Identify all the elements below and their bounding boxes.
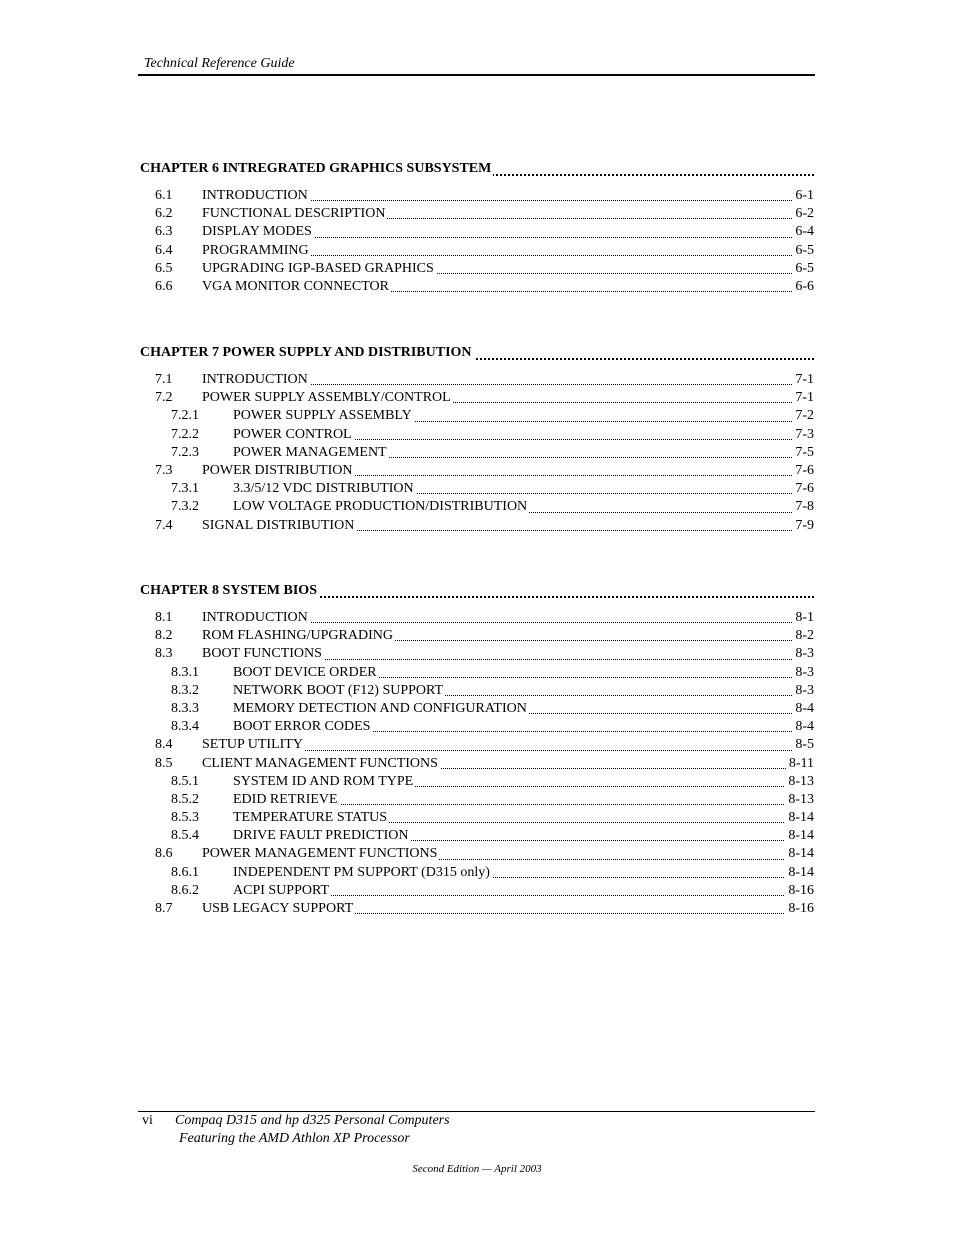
- entry-page: 7-1: [792, 371, 814, 389]
- entry-title: LOW VOLTAGE PRODUCTION/DISTRIBUTION: [233, 499, 528, 515]
- entry-title: DRIVE FAULT PREDICTION: [233, 828, 409, 844]
- toc-entry[interactable]: [140, 882, 814, 900]
- entry-title: TEMPERATURE STATUS: [233, 810, 388, 826]
- toc-entry[interactable]: [140, 187, 814, 205]
- entry-title: 3.3/5/12 VDC DISTRIBUTION: [233, 481, 414, 497]
- entry-number: 8.3: [155, 646, 173, 662]
- entry-number: 8.7: [155, 901, 173, 916]
- entry-number: 7.1: [155, 372, 173, 387]
- chapter-title: CHAPTER 8 SYSTEM BIOS: [140, 583, 317, 598]
- entry-page: 8-4: [792, 718, 814, 736]
- entry-page: 8-11: [786, 755, 814, 773]
- entry-title: EDID RETRIEVE: [233, 791, 338, 807]
- entry-title: SYSTEM ID AND ROM TYPE: [233, 773, 414, 789]
- entry-title: DISPLAY MODES: [202, 224, 312, 240]
- entry-page: 8-13: [785, 791, 814, 809]
- entry-title: INTRODUCTION: [202, 610, 308, 625]
- toc-entry[interactable]: [140, 223, 814, 241]
- chapter-heading[interactable]: [140, 344, 814, 364]
- toc-entry[interactable]: [140, 205, 814, 223]
- entry-page: 7-2: [792, 407, 814, 425]
- entry-number: 8.5.3: [171, 810, 199, 826]
- entry-page: 8-16: [785, 882, 814, 900]
- entry-title: NETWORK BOOT (F12) SUPPORT: [233, 682, 444, 698]
- entry-title: BOOT ERROR CODES: [233, 719, 371, 735]
- entry-title: UPGRADING IGP-BASED GRAPHICS: [202, 260, 434, 276]
- entry-number: 7.2.2: [171, 426, 199, 442]
- entry-number: 7.3.2: [171, 499, 199, 515]
- entry-title: CLIENT MANAGEMENT FUNCTIONS: [202, 755, 438, 771]
- entry-page: 8-1: [792, 609, 814, 627]
- toc-entry[interactable]: [140, 645, 814, 663]
- entry-number: 8.5.4: [171, 828, 199, 844]
- toc-entry[interactable]: [140, 736, 814, 754]
- entry-page: 8-14: [785, 809, 814, 827]
- entry-number: 8.3.2: [171, 682, 199, 698]
- toc-entry-list: [140, 609, 814, 918]
- entry-number: 8.3.1: [171, 664, 199, 680]
- entry-page: 8-14: [785, 827, 814, 845]
- toc-entry[interactable]: [140, 498, 814, 516]
- entry-title: SETUP UTILITY: [202, 737, 303, 753]
- entry-number: 7.2.1: [171, 408, 199, 424]
- entry-number: 8.5.1: [171, 773, 199, 789]
- entry-title: USB LEGACY SUPPORT: [202, 901, 354, 916]
- entry-title: POWER SUPPLY ASSEMBLY: [233, 408, 412, 424]
- entry-number: 8.6.1: [171, 864, 199, 880]
- entry-title: FUNCTIONAL DESCRIPTION: [202, 206, 386, 222]
- toc-entry[interactable]: [140, 718, 814, 736]
- toc-entry[interactable]: [140, 773, 814, 791]
- entry-title: BOOT DEVICE ORDER: [233, 664, 377, 680]
- toc-entry[interactable]: [140, 389, 814, 407]
- entry-page: 6-5: [792, 242, 814, 260]
- entry-title: POWER MANAGEMENT: [233, 444, 387, 460]
- entry-number: 6.2: [155, 206, 173, 222]
- entry-page: 6-1: [792, 187, 814, 205]
- toc-chapter-section: [140, 160, 814, 296]
- entry-page: 8-4: [792, 700, 814, 718]
- toc-entry-list: [140, 371, 814, 535]
- chapter-heading[interactable]: [140, 582, 814, 602]
- toc-entry[interactable]: [140, 664, 814, 682]
- entry-number: 8.2: [155, 628, 173, 644]
- entry-page: 6-2: [792, 205, 814, 223]
- entry-number: 8.5: [155, 755, 173, 771]
- toc-entry[interactable]: [140, 517, 814, 535]
- entry-title: MEMORY DETECTION AND CONFIGURATION: [233, 700, 527, 716]
- entry-number: 6.3: [155, 224, 173, 240]
- header-title: Technical Reference Guide: [144, 56, 295, 71]
- toc-entry[interactable]: [140, 426, 814, 444]
- entry-page: 8-14: [785, 845, 814, 863]
- entry-number: 6.6: [155, 278, 173, 294]
- entry-title: BOOT FUNCTIONS: [202, 646, 322, 662]
- entry-number: 6.4: [155, 242, 173, 258]
- entry-number: 8.3.4: [171, 719, 199, 735]
- entry-number: 8.4: [155, 737, 173, 753]
- toc-entry[interactable]: [140, 627, 814, 645]
- entry-page: 8-2: [792, 627, 814, 645]
- entry-page: 7-3: [792, 426, 814, 444]
- entry-number: 6.1: [155, 188, 173, 203]
- toc-entry[interactable]: [140, 845, 814, 863]
- entry-title: INDEPENDENT PM SUPPORT (D315 only): [233, 864, 490, 880]
- entry-page: 8-16: [785, 900, 814, 918]
- entry-page: 6-5: [792, 260, 814, 278]
- entry-number: 7.2: [155, 390, 173, 406]
- entry-title: POWER CONTROL: [233, 426, 352, 442]
- toc-entry[interactable]: [140, 371, 814, 389]
- entry-number: 8.6.2: [171, 882, 199, 898]
- footer-page-number: vi: [142, 1113, 153, 1128]
- entry-title: ACPI SUPPORT: [233, 882, 330, 898]
- toc-entry[interactable]: [140, 609, 814, 627]
- toc-entry[interactable]: [140, 260, 814, 278]
- entry-page: 7-6: [792, 480, 814, 498]
- header-rule: [138, 74, 815, 76]
- entry-number: 8.1: [155, 610, 173, 625]
- entry-page: 6-4: [792, 223, 814, 241]
- chapter-title: CHAPTER 6 INTREGRATED GRAPHICS SUBSYSTEM: [140, 161, 492, 176]
- toc-chapter-section: [140, 344, 814, 535]
- toc-entry[interactable]: [140, 791, 814, 809]
- entry-number: 7.4: [155, 517, 173, 533]
- entry-number: 7.3: [155, 462, 173, 478]
- entry-page: 8-3: [792, 645, 814, 663]
- entry-page: 6-6: [792, 278, 814, 296]
- toc-entry[interactable]: [140, 242, 814, 260]
- toc-entry[interactable]: [140, 480, 814, 498]
- entry-number: 8.3.3: [171, 700, 199, 716]
- toc-entry[interactable]: [140, 755, 814, 773]
- toc-entry[interactable]: [140, 682, 814, 700]
- toc-entry[interactable]: [140, 462, 814, 480]
- entry-title: POWER SUPPLY ASSEMBLY/CONTROL: [202, 390, 451, 406]
- entry-number: 8.6: [155, 846, 173, 862]
- footer-edition: Second Edition — April 2003: [412, 1163, 542, 1175]
- toc-chapter-section: [140, 582, 814, 918]
- toc-entry[interactable]: [140, 809, 814, 827]
- entry-number: 7.3.1: [171, 481, 199, 497]
- toc-entry[interactable]: [140, 864, 814, 882]
- entry-number: 6.5: [155, 260, 173, 276]
- toc-entry[interactable]: [140, 444, 814, 462]
- entry-page: 8-3: [792, 682, 814, 700]
- entry-title: SIGNAL DISTRIBUTION: [202, 517, 355, 533]
- entry-page: 8-5: [792, 736, 814, 754]
- toc-entry[interactable]: [140, 407, 814, 425]
- entry-page: 8-13: [785, 773, 814, 791]
- entry-page: 8-14: [785, 864, 814, 882]
- toc-entry[interactable]: [140, 278, 814, 296]
- entry-page: 7-9: [792, 517, 814, 535]
- entry-title: INTRODUCTION: [202, 372, 308, 387]
- entry-page: 8-3: [792, 664, 814, 682]
- footer-product-line2: Featuring the AMD Athlon XP Processor: [179, 1131, 410, 1146]
- entry-page: 7-1: [792, 389, 814, 407]
- footer-product-line1: Compaq D315 and hp d325 Personal Computers: [175, 1113, 450, 1128]
- entry-title: POWER MANAGEMENT FUNCTIONS: [202, 846, 438, 862]
- entry-title: ROM FLASHING/UPGRADING: [202, 628, 393, 644]
- entry-page: 7-5: [792, 444, 814, 462]
- footer-rule: [138, 1111, 815, 1112]
- toc-entry[interactable]: [140, 700, 814, 718]
- entry-page: 7-6: [792, 462, 814, 480]
- entry-title: INTRODUCTION: [202, 188, 308, 203]
- entry-number: 7.2.3: [171, 444, 199, 460]
- entry-page: 7-8: [792, 498, 814, 516]
- entry-title: PROGRAMMING: [202, 242, 309, 258]
- toc-entry-list: [140, 187, 814, 296]
- entry-number: 8.5.2: [171, 791, 199, 807]
- entry-title: VGA MONITOR CONNECTOR: [202, 278, 389, 294]
- entry-title: POWER DISTRIBUTION: [202, 462, 353, 478]
- chapter-title: CHAPTER 7 POWER SUPPLY AND DISTRIBUTION: [140, 345, 472, 360]
- toc-entry[interactable]: [140, 900, 814, 918]
- chapter-heading[interactable]: [140, 160, 814, 180]
- toc-entry[interactable]: [140, 827, 814, 845]
